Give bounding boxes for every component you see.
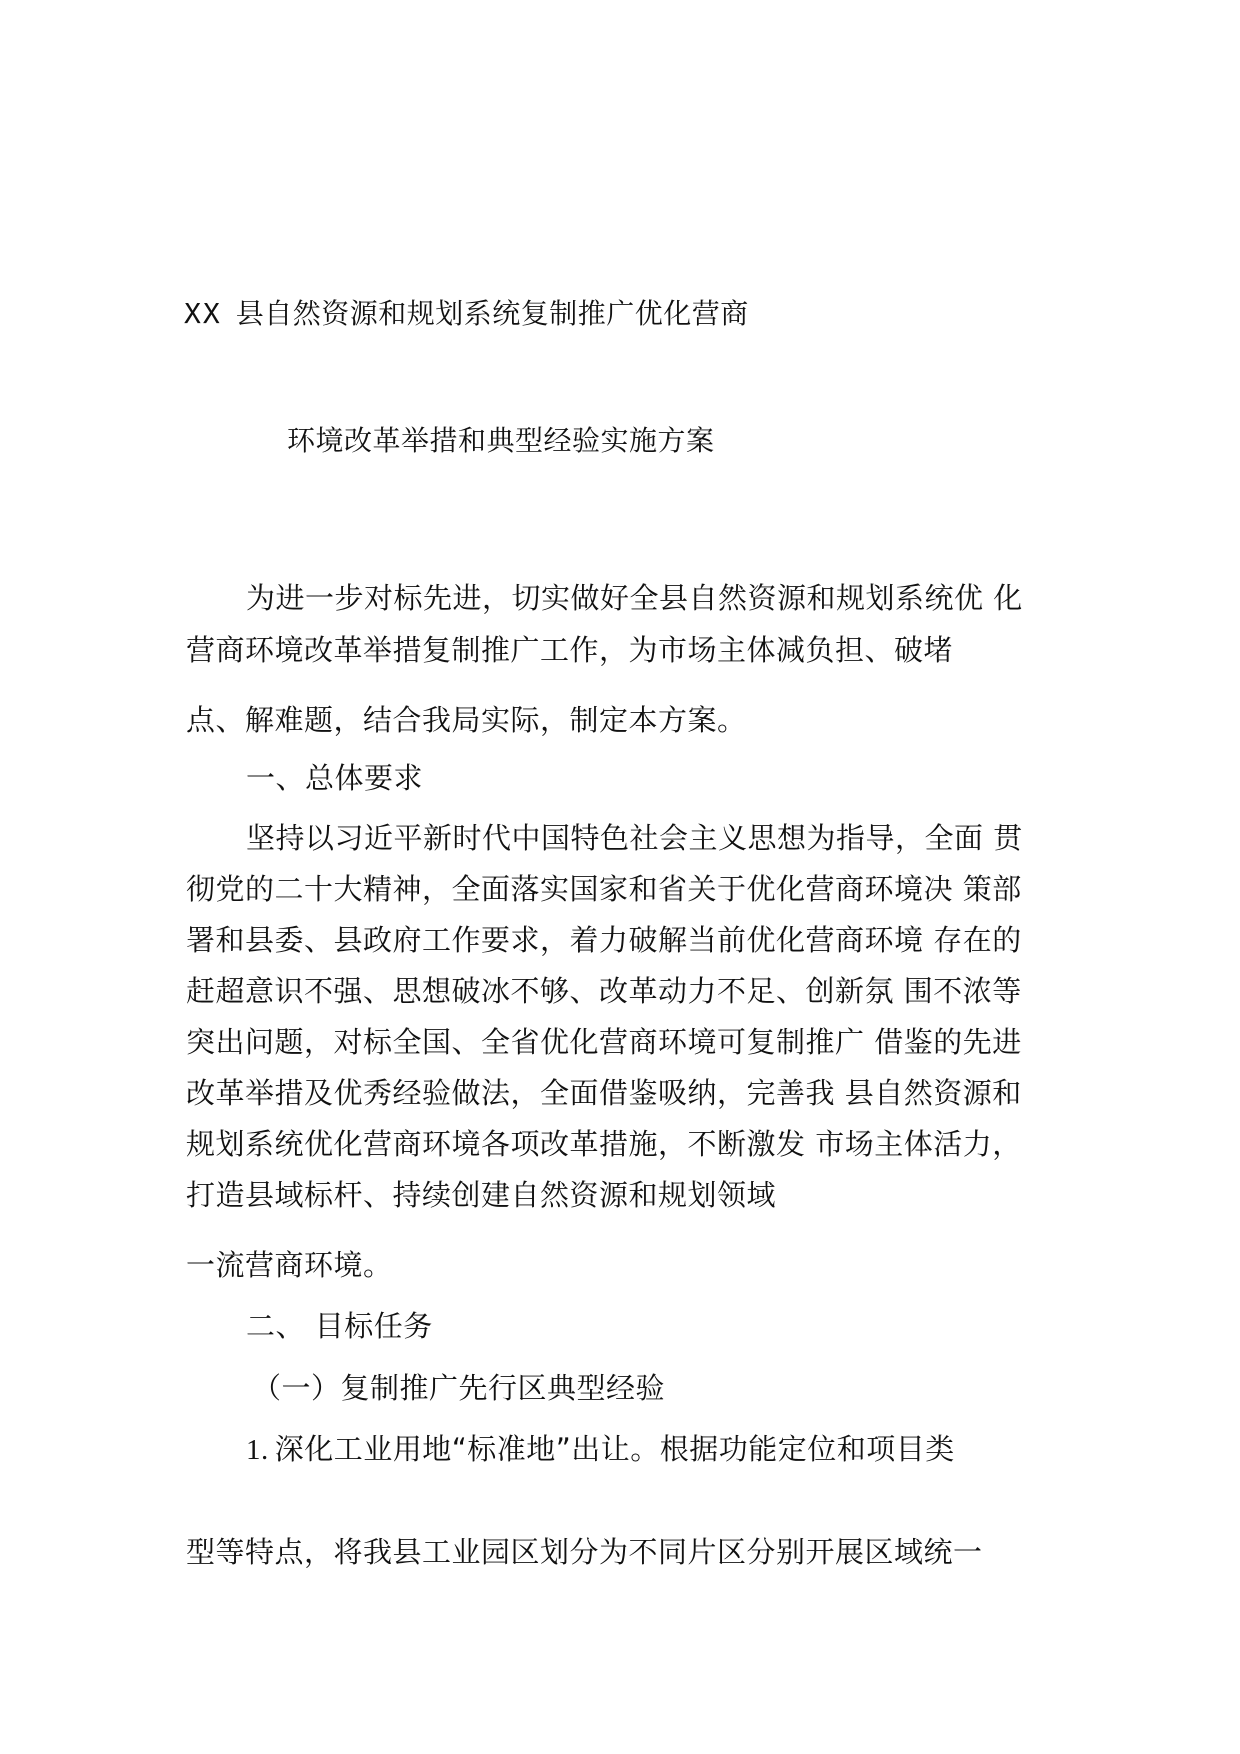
body-line: 一流营商环境。 <box>186 1248 393 1282</box>
body-line: 营商环境改革举措复制推广工作，为市场主体减负担、破堵 <box>186 633 954 667</box>
body-line: 点、解难题，结合我局实际，制定本方案。 <box>186 703 747 737</box>
list-item-text: 深化工业用地“标准地”出让。根据功能定位和项目类 <box>274 1432 955 1466</box>
body-line: 署和县委、县政府工作要求，着力破解当前优化营商环境 存在的 <box>186 923 1022 957</box>
body-line: 坚持以习近平新时代中国特色社会主义思想为指导，全面 贯 <box>246 821 1023 855</box>
body-line: 为进一步对标先进，切实做好全县自然资源和规划系统优 化 <box>246 581 1023 615</box>
body-line: 规划系统优化营商环境各项改革措施，不断激发 市场主体活力， <box>186 1127 1022 1161</box>
title-prefix: XX <box>184 297 222 330</box>
document-title-line-2: 环境改革举措和典型经验实施方案 <box>287 424 715 457</box>
section-heading-2: 二、 目标任务 <box>246 1309 433 1343</box>
body-line: 改革举措及优秀经验做法，全面借鉴吸纳，完善我 县自然资源和 <box>186 1076 1022 1110</box>
body-line: 彻党的二十大精神，全面落实国家和省关于优化营商环境决 策部 <box>186 872 1022 906</box>
list-item-number: 1. <box>246 1434 269 1466</box>
section-heading-1: 一、总体要求 <box>246 761 424 795</box>
title-text-1: 县自然资源和规划系统复制推广优化营商 <box>235 297 749 330</box>
body-line: 打造县域标杆、持续创建自然资源和规划领域 <box>186 1178 777 1212</box>
subsection-heading: （一）复制推广先行区典型经验 <box>252 1371 666 1405</box>
body-line: 突出问题，对标全国、全省优化营商环境可复制推广 借鉴的先进 <box>186 1025 1022 1059</box>
document-title-line-1 <box>184 294 749 334</box>
list-item-1 <box>246 1429 955 1470</box>
body-line: 型等特点，将我县工业园区划分为不同片区分别开展区域统一 <box>186 1535 983 1569</box>
body-line: 赶超意识不强、思想破冰不够、改革动力不足、创新氛 围不浓等 <box>186 974 1022 1008</box>
